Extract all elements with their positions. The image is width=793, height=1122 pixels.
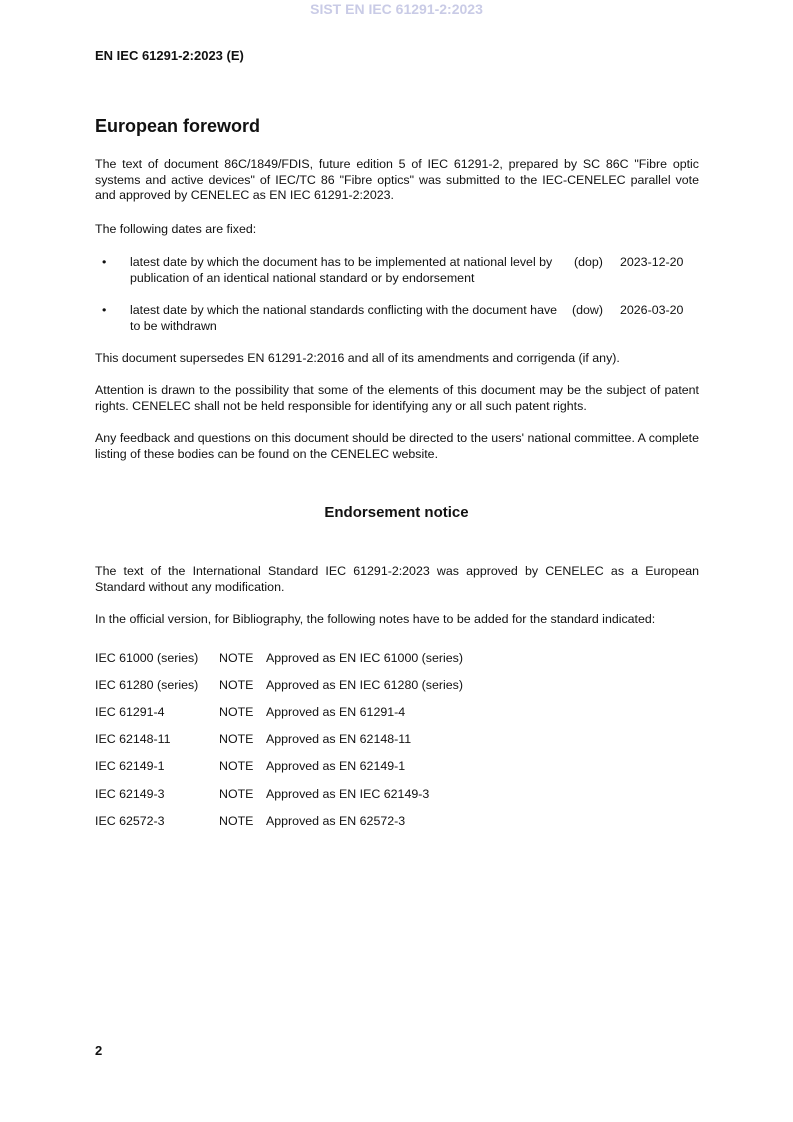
- reference-approval: Approved as EN 62148-11: [266, 732, 412, 746]
- reference-standard: IEC 61280 (series): [95, 678, 199, 692]
- reference-standard: IEC 62148-11: [95, 732, 171, 746]
- reference-standard: IEC 62572-3: [95, 814, 165, 828]
- page-number: 2: [95, 1043, 103, 1058]
- watermark: SIST EN IEC 61291-2:2023: [310, 1, 483, 17]
- bullet-marker: •: [102, 255, 107, 269]
- reference-approval: Approved as EN 61291-4: [266, 705, 406, 719]
- reference-note-label: NOTE: [219, 705, 254, 719]
- reference-note-label: NOTE: [219, 787, 254, 801]
- reference-standard: IEC 62149-3: [95, 787, 165, 801]
- reference-approval: Approved as EN IEC 62149-3: [266, 787, 430, 801]
- reference-approval: Approved as EN 62149-1: [266, 759, 406, 773]
- reference-note-label: NOTE: [219, 759, 254, 773]
- foreword-title: European foreword: [95, 116, 261, 136]
- date-item-text: latest date by which the document has to be implemented at national level by publication of an identical national standard or by endorsement: [130, 255, 553, 285]
- document-id: EN IEC 61291-2:2023 (E): [95, 48, 244, 63]
- reference-approval: Approved as EN 62572-3: [266, 814, 406, 828]
- attention-text: Attention is drawn to the possibility that some of the elements of this document may be the subject of patent rights. CENELEC shall not be held responsible for identifying any or all such patent rights.: [95, 383, 699, 413]
- reference-note-label: NOTE: [219, 732, 254, 746]
- date-item-text: latest date by which the national standards conflicting with the document have to be withdrawn: [130, 303, 558, 333]
- dates-intro: The following dates are fixed:: [95, 222, 257, 236]
- reference-standard: IEC 62149-1: [95, 759, 165, 773]
- reference-approval: Approved as EN IEC 61280 (series): [266, 678, 463, 692]
- date-item-code: (dop): [574, 255, 603, 269]
- reference-note-label: NOTE: [219, 678, 254, 692]
- bibliography-intro: In the official version, for Bibliography, the following notes have to be added for the standard indicated:: [95, 612, 656, 626]
- date-item-date: 2026-03-20: [620, 303, 684, 317]
- reference-note-label: NOTE: [219, 651, 254, 665]
- foreword-intro: The text of document 86C/1849/FDIS, future edition 5 of IEC 61291-2, prepared by SC 86C "Fibre optic systems and active devices" of IEC/TC 86 "Fibre optics" was submitted to the IEC-CENELEC parallel vote and approved by CENELEC as EN IEC 61291-2:2023.: [95, 157, 699, 202]
- reference-note-label: NOTE: [219, 814, 254, 828]
- date-item-code: (dow): [572, 303, 603, 317]
- bullet-marker: •: [102, 303, 107, 317]
- reference-standard: IEC 61291-4: [95, 705, 165, 719]
- date-item-date: 2023-12-20: [620, 255, 684, 269]
- endorsement-text: The text of the International Standard IEC 61291-2:2023 was approved by CENELEC as a European Standard without any modification.: [95, 564, 699, 594]
- supersedes-text: This document supersedes EN 61291-2:2016 and all of its amendments and corrigenda (if any).: [95, 351, 620, 365]
- reference-standard: IEC 61000 (series): [95, 651, 199, 665]
- feedback-text: Any feedback and questions on this document should be directed to the users' national committee. A complete listing of these bodies can be found on the CENELEC website.: [95, 431, 699, 461]
- endorsement-title: Endorsement notice: [324, 504, 469, 521]
- reference-approval: Approved as EN IEC 61000 (series): [266, 651, 463, 665]
